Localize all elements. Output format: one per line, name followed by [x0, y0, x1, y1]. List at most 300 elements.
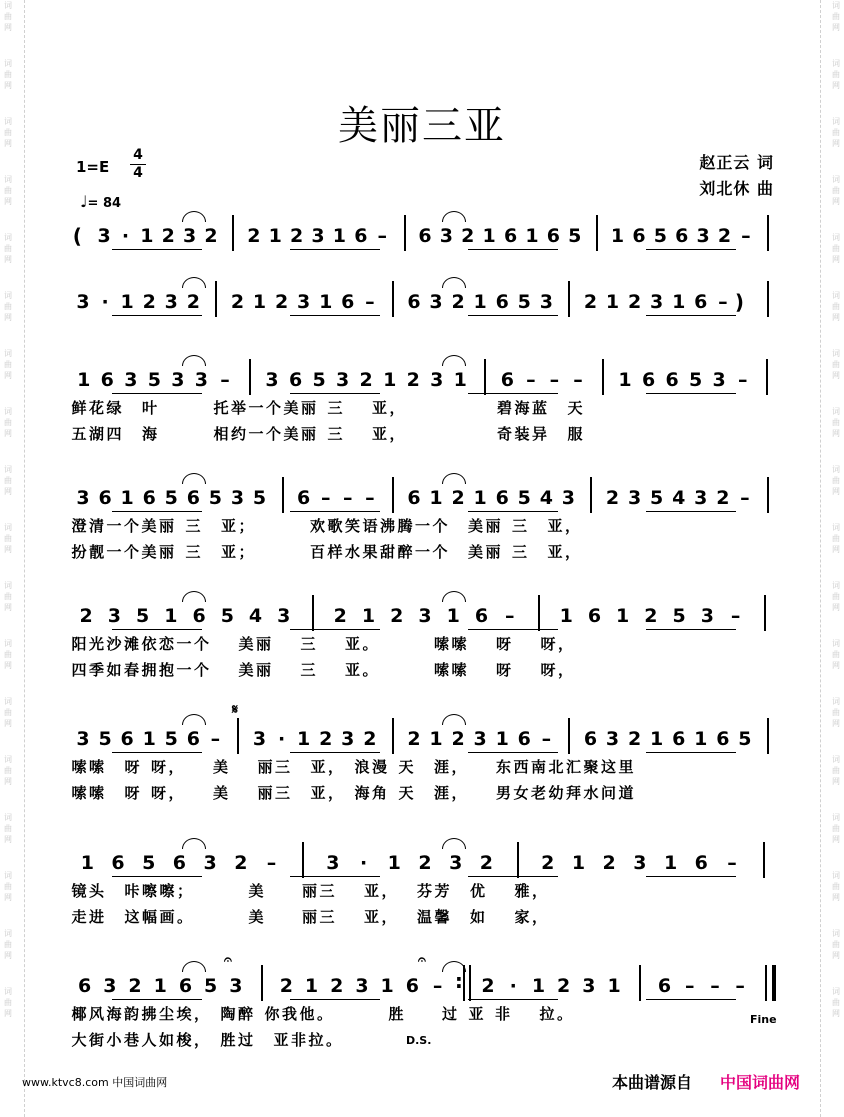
- lyric-char: 美: [238, 635, 254, 653]
- beam-line: [290, 511, 380, 512]
- lyric-char: 胜: [220, 1031, 236, 1049]
- note: 6: [186, 728, 200, 750]
- lyric-char: 丽: [485, 517, 501, 535]
- lyric-char: 奇: [496, 425, 512, 443]
- lyric-char: 五: [71, 425, 87, 443]
- note: 3: [103, 975, 117, 997]
- fermata-mark-2: 𝄐: [418, 952, 426, 968]
- note: 5: [689, 369, 703, 391]
- watermark-text: 词 曲 网: [832, 175, 840, 206]
- beam-line: [290, 876, 380, 877]
- lyric-char: 你: [264, 1005, 280, 1023]
- watermark-text: 词 曲 网: [832, 755, 840, 786]
- lyric-char: 个: [265, 425, 281, 443]
- note: 2: [128, 975, 142, 997]
- note: 6: [672, 728, 686, 750]
- lyric-char: 我: [281, 1005, 297, 1023]
- lyric-char: 小: [106, 1031, 122, 1049]
- lyric-char: 一: [414, 517, 430, 535]
- note: 1: [473, 487, 487, 509]
- lyric-line-3-v1: [0, 634, 844, 654]
- lyric-char: 美: [212, 784, 228, 802]
- lyric-char: 装: [514, 425, 530, 443]
- watermark-text: 词 曲 网: [4, 291, 12, 322]
- watermark-text: 词 曲 网: [832, 291, 840, 322]
- barline: [261, 965, 263, 1001]
- lyric-char: 老: [530, 784, 546, 802]
- lyric-char: 沸: [379, 517, 395, 535]
- note: 2: [418, 852, 432, 874]
- lyric-char: 呀: [540, 635, 556, 653]
- note: 3: [355, 975, 369, 997]
- dash-note: –: [220, 369, 230, 391]
- beam-line: [646, 315, 736, 316]
- note: 3: [194, 369, 209, 391]
- tie-arc: [442, 591, 466, 602]
- note: 6: [546, 225, 560, 247]
- note: 2: [186, 291, 200, 313]
- watermark-text: 词 曲 网: [832, 233, 840, 264]
- time-signature: [130, 148, 146, 181]
- notation-row-1: [0, 225, 844, 247]
- dash-note: –: [365, 487, 375, 509]
- note: 3: [164, 291, 178, 313]
- watermark-text: 词 曲 网: [832, 697, 840, 728]
- lyric-char: 美: [248, 908, 264, 926]
- lyric-char: 聚: [583, 758, 599, 776]
- watermark-text: 词 曲 网: [832, 407, 840, 438]
- lyric-char: 春: [123, 661, 139, 679]
- lyric-char: 果: [362, 543, 378, 561]
- lyric-char: 嗦: [433, 635, 449, 653]
- note: 1: [453, 369, 467, 391]
- lyric-char: 陶: [220, 1005, 236, 1023]
- note: 1: [164, 605, 178, 627]
- tie-arc: [442, 714, 466, 725]
- note: 3: [633, 852, 647, 874]
- watermark-text: 词 曲 网: [4, 639, 12, 670]
- barline: [590, 477, 592, 513]
- lyric-char: 亚: [344, 635, 360, 653]
- note: 2: [204, 225, 218, 247]
- key-signature: 1=E: [76, 158, 110, 176]
- lyric-char: 美: [283, 425, 299, 443]
- lyric-char: 笑: [344, 517, 360, 535]
- watermark-text: 词 曲 网: [832, 639, 840, 670]
- note: 2: [319, 728, 333, 750]
- note: 3: [439, 225, 453, 247]
- note: 6: [405, 975, 419, 997]
- lyric-line-4-v1: [0, 757, 844, 777]
- note: 5: [98, 728, 112, 750]
- dash-note: –: [526, 369, 536, 391]
- note: 1: [268, 225, 282, 247]
- lyric-char: 风: [88, 1005, 104, 1023]
- lyric-char: 三: [327, 399, 343, 417]
- note: 1: [120, 487, 134, 509]
- note: 2: [479, 852, 493, 874]
- note: 3: [203, 852, 217, 874]
- note: 6: [495, 487, 509, 509]
- lyric-char: 异: [531, 425, 547, 443]
- note: 3: [124, 369, 138, 391]
- lyric-line-2-v2: [0, 542, 844, 562]
- lyric-line-1-v1: [0, 398, 844, 418]
- beam-line: [112, 752, 202, 753]
- note: 2: [717, 225, 732, 247]
- note: 6: [77, 975, 92, 997]
- note: 6: [500, 369, 514, 391]
- note: 6: [641, 369, 656, 391]
- note: 1: [473, 291, 487, 313]
- note: 6: [192, 605, 206, 627]
- lyric-line-6-v1: [0, 1004, 844, 1024]
- lyric-char: 呀: [124, 758, 140, 776]
- note: 3: [252, 728, 267, 750]
- note: 5: [738, 728, 752, 750]
- watermark-text: 词 曲 网: [832, 523, 840, 554]
- barline: [639, 965, 641, 1001]
- lyric-char: 一: [248, 425, 264, 443]
- note: 3: [277, 605, 291, 627]
- note: 3: [76, 487, 90, 509]
- lyric-char: 相: [213, 425, 229, 443]
- lyric-char: 嗦: [451, 661, 467, 679]
- lyric-char: 。: [325, 1031, 341, 1049]
- dash-note: –: [541, 728, 552, 750]
- note: 6: [172, 852, 187, 874]
- barline: [392, 718, 394, 754]
- time-sig-top: 4: [133, 147, 143, 163]
- lyric-char: 靓: [88, 543, 104, 561]
- lyric-char: 嗦: [451, 635, 467, 653]
- note: 1: [525, 225, 539, 247]
- lyric-char: 美: [283, 399, 299, 417]
- note: 3: [561, 487, 576, 509]
- lyric-char: 亚: [371, 399, 387, 417]
- beam-line: [468, 249, 558, 250]
- note: 1: [319, 291, 333, 313]
- lyric-char: 甜: [379, 543, 395, 561]
- lyric-char: 。: [362, 661, 378, 679]
- note: 3: [230, 487, 245, 509]
- lyric-char: 澄: [71, 517, 87, 535]
- note: 2: [330, 975, 344, 997]
- lyric-char: 个: [265, 399, 281, 417]
- lyric-char: 湖: [88, 425, 104, 443]
- watermark-text: 词 曲 网: [4, 813, 12, 844]
- lyric-char: 丽: [300, 399, 316, 417]
- lyric-char: 醉: [397, 543, 413, 561]
- lyric-char: 过: [441, 1005, 457, 1023]
- lyric-char: 叶: [141, 399, 157, 417]
- note: 1: [650, 728, 664, 750]
- barline: [249, 359, 251, 395]
- lyric-char: 呀: [540, 661, 556, 679]
- lyric-char: 如: [106, 661, 122, 679]
- note: 4: [248, 605, 263, 627]
- lyric-char: 涯: [433, 784, 449, 802]
- note: 6: [418, 225, 432, 247]
- note: 6: [341, 291, 355, 313]
- tie-arc: [182, 277, 206, 288]
- lyric-line-4-v2: [0, 783, 844, 803]
- lyric-char: 汇: [565, 758, 581, 776]
- tie-arc: [182, 211, 206, 222]
- note: 2: [333, 605, 347, 627]
- watermark-text: 词 曲 网: [832, 987, 840, 1018]
- note: 5: [517, 487, 531, 509]
- dash-note: –: [549, 369, 560, 391]
- note: 2: [583, 291, 598, 313]
- notation-row-7: [0, 852, 844, 874]
- dash-note: –: [504, 605, 515, 627]
- lyric-char: 胜: [388, 1005, 404, 1023]
- note: 6: [694, 852, 708, 874]
- note: 1: [120, 291, 134, 313]
- lyric-char: 嚓: [159, 882, 175, 900]
- barline: [392, 281, 394, 317]
- note: 5: [135, 605, 150, 627]
- beam-line: [290, 629, 380, 630]
- note: 1: [559, 605, 573, 627]
- dash-note: –: [718, 291, 728, 313]
- lyric-char: 扮: [71, 543, 87, 561]
- note: 2: [627, 728, 642, 750]
- lyric-char: 三: [319, 908, 335, 926]
- lyric-char: ，: [557, 661, 573, 679]
- tie-arc: [442, 473, 466, 484]
- lyric-char: ，: [327, 758, 343, 776]
- dash-note: –: [210, 728, 221, 750]
- barline: [763, 842, 765, 878]
- tie-arc: [442, 211, 466, 222]
- note: 6: [495, 291, 509, 313]
- note: 3: [107, 605, 121, 627]
- song-title: 美丽三亚: [338, 103, 506, 149]
- note: 2: [279, 975, 293, 997]
- watermark-text: 词 曲 网: [4, 465, 12, 496]
- lyric-char: 三: [300, 661, 316, 679]
- lyric-char: 一: [176, 635, 192, 653]
- lyric-char: 美: [238, 661, 254, 679]
- lyric-char: 画: [159, 908, 175, 926]
- beam-line: [468, 629, 558, 630]
- lyric-char: 欢: [309, 517, 325, 535]
- footer-source-label: 本曲谱源自: [612, 1073, 693, 1092]
- lyric-char: 这: [124, 908, 140, 926]
- lyric-char: 恋: [158, 635, 174, 653]
- note: 2: [644, 605, 658, 627]
- tie-arc: [182, 961, 206, 972]
- lyric-char: 韵: [123, 1005, 139, 1023]
- note: 1: [361, 605, 376, 627]
- note: 3: [76, 728, 90, 750]
- lyric-char: 大: [71, 1031, 87, 1049]
- note: ·: [359, 852, 368, 874]
- note: 6: [716, 728, 730, 750]
- note: 6: [354, 225, 368, 247]
- watermark-text: 词 曲 网: [832, 581, 840, 612]
- note: 3: [605, 728, 620, 750]
- watermark-text: 词 曲 网: [4, 523, 12, 554]
- barline: [404, 215, 406, 251]
- note: 1: [380, 975, 394, 997]
- note: 6: [657, 975, 672, 997]
- note: 3: [712, 369, 726, 391]
- lyric-char: 角: [371, 784, 387, 802]
- lyric-char: ，: [531, 882, 547, 900]
- lyric-char: 亚: [220, 543, 236, 561]
- notation-row-8: [0, 975, 844, 997]
- quarter-note-icon: ♩: [80, 192, 88, 211]
- lyric-line-1-v2: [0, 424, 844, 444]
- lyric-char: 季: [88, 661, 104, 679]
- tie-arc: [182, 355, 206, 366]
- lyric-char: ，: [381, 908, 397, 926]
- lyric-char: 涯: [433, 758, 449, 776]
- note: 3: [341, 728, 355, 750]
- note: ·: [101, 291, 109, 313]
- note: 3: [582, 975, 596, 997]
- note: 2: [451, 487, 465, 509]
- lyric-char: 椰: [71, 1005, 87, 1023]
- lyric-line-3-v2: [0, 660, 844, 680]
- lyric-char: 巷: [123, 1031, 139, 1049]
- lyric-char: 问: [600, 784, 616, 802]
- notation-row-6: [0, 728, 844, 750]
- lyric-char: 嗦: [88, 758, 104, 776]
- lyric-char: 南: [530, 758, 546, 776]
- note: 2: [627, 291, 642, 313]
- note: 2: [390, 605, 404, 627]
- dash-note: –: [365, 291, 375, 313]
- lyric-char: ，: [531, 908, 547, 926]
- watermark-text: 词 曲 网: [4, 929, 12, 960]
- lyric-char: 水: [344, 543, 360, 561]
- lyric-char: 腾: [397, 517, 413, 535]
- notation-row-2: [0, 291, 844, 313]
- note: 2: [79, 605, 93, 627]
- note: 1: [495, 728, 509, 750]
- lyric-char: ，: [564, 517, 580, 535]
- note: 1: [663, 852, 678, 874]
- lyric-char: 埃: [176, 1005, 192, 1023]
- beam-line: [646, 752, 736, 753]
- note: ·: [509, 975, 517, 997]
- lyric-char: 呀: [495, 661, 511, 679]
- note: 1: [694, 728, 708, 750]
- note: 3: [473, 728, 487, 750]
- lyric-char: 举: [230, 399, 246, 417]
- note: 3: [171, 369, 185, 391]
- lyric-char: 漫: [371, 758, 387, 776]
- lyric-char: 海: [106, 1005, 122, 1023]
- lyric-char: 样: [327, 543, 343, 561]
- lyric-char: 沙: [106, 635, 122, 653]
- lyric-char: 一: [248, 399, 264, 417]
- lyric-char: 优: [469, 882, 485, 900]
- lyric-char: 。: [362, 635, 378, 653]
- lyric-char: 个: [432, 543, 448, 561]
- lyric-char: 三: [185, 543, 201, 561]
- note: 1: [571, 852, 586, 874]
- watermark-text: 词 曲 网: [832, 117, 840, 148]
- note: 1: [610, 225, 625, 247]
- tie-arc: [182, 473, 206, 484]
- dash-note: –: [710, 975, 720, 997]
- barline: [237, 718, 239, 754]
- beam-line: [112, 629, 202, 630]
- barline: [596, 215, 598, 251]
- lyric-char: 女: [513, 784, 529, 802]
- lyric-char: 光: [88, 635, 104, 653]
- lyric-char: 嗦: [433, 661, 449, 679]
- lyric-char: 东: [495, 758, 511, 776]
- lyric-char: 里: [618, 758, 634, 776]
- note: 2: [605, 487, 620, 509]
- lyric-char: 亚: [363, 882, 379, 900]
- barline: [568, 281, 570, 317]
- note: 1: [142, 728, 156, 750]
- lyric-line-2-v1: [0, 516, 844, 536]
- lyric-char: 嗦: [88, 784, 104, 802]
- dash-note: –: [573, 369, 583, 391]
- note: 5: [653, 225, 667, 247]
- note: 3: [97, 225, 111, 247]
- lyric-char: 呀: [124, 784, 140, 802]
- watermark-text: 词 曲 网: [4, 697, 12, 728]
- note: 3: [627, 487, 642, 509]
- lyric-char: 美: [141, 517, 157, 535]
- lyric-char: 亚: [547, 543, 563, 561]
- beam-line: [468, 876, 558, 877]
- dash-note: –: [343, 487, 353, 509]
- lyric-char: 亚: [344, 661, 360, 679]
- lyric-char: 三: [300, 635, 316, 653]
- lyric-char: ，: [193, 1005, 209, 1023]
- lyric-char: 美: [467, 543, 483, 561]
- note: 6: [111, 852, 125, 874]
- lyric-char: 歌: [327, 517, 343, 535]
- tie-arc: [182, 714, 206, 725]
- lyric-char: 个: [193, 661, 209, 679]
- lyric-char: 亚: [310, 784, 326, 802]
- note: 2: [142, 291, 156, 313]
- beam-line: [468, 393, 558, 394]
- beam-line: [290, 999, 380, 1000]
- lyric-char: 亚: [371, 425, 387, 443]
- lyric-char: 三: [319, 882, 335, 900]
- watermark-text: 词 曲 网: [4, 117, 12, 148]
- dash-note: –: [730, 605, 741, 627]
- watermark-text: 词 曲 网: [832, 929, 840, 960]
- note: 6: [632, 225, 646, 247]
- dash-note: –: [735, 975, 745, 997]
- lyric-char: 亚: [547, 517, 563, 535]
- note: 2: [602, 852, 616, 874]
- lyric-char: 丽: [301, 908, 317, 926]
- lyric-char: 丽: [257, 758, 273, 776]
- lyric-char: 美: [212, 758, 228, 776]
- note: 3: [429, 291, 443, 313]
- note: 5: [204, 975, 218, 997]
- lyric-char: 丽: [158, 517, 174, 535]
- lyric-char: 拂: [141, 1005, 157, 1023]
- note: 3: [539, 291, 553, 313]
- dash-note: –: [727, 852, 737, 874]
- note: 5: [312, 369, 326, 391]
